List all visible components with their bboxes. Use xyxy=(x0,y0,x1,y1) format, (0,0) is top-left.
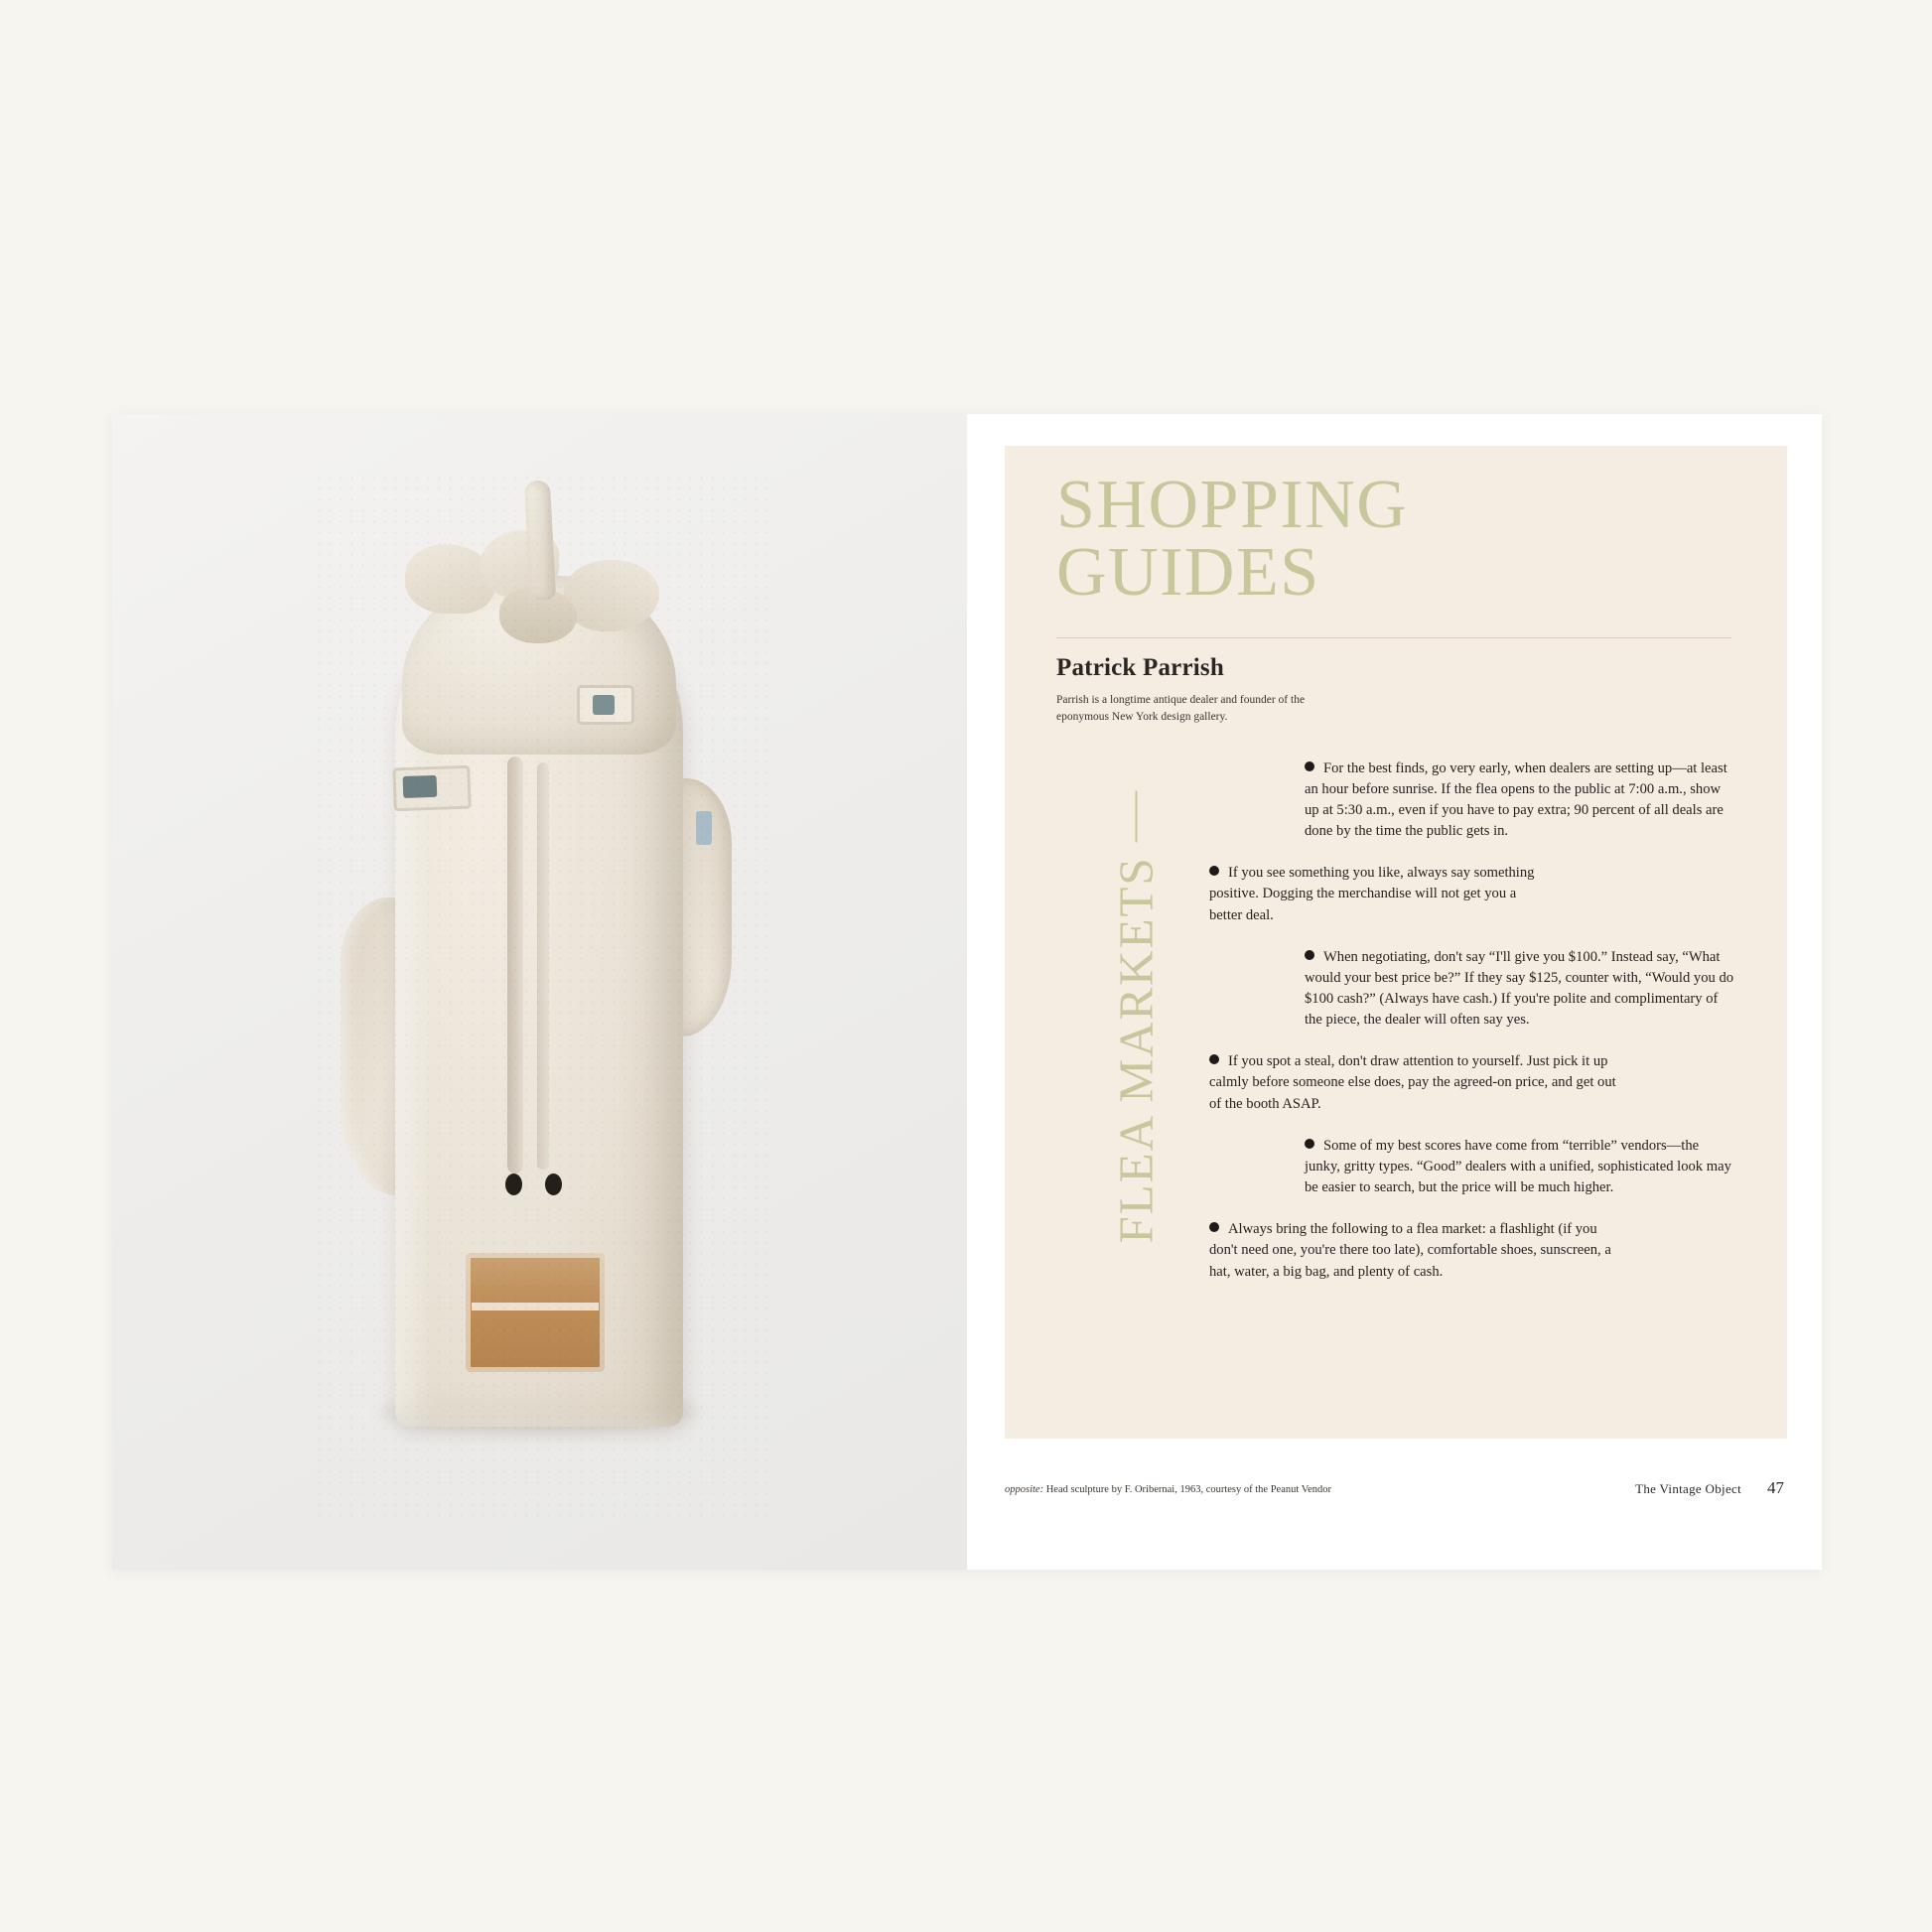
book-spread xyxy=(112,414,1822,1570)
sculpture-mouth xyxy=(466,1253,605,1372)
right-page-text xyxy=(967,414,1822,1570)
page-title-line-2: GUIDES xyxy=(1056,533,1320,611)
list-item xyxy=(1305,947,1735,1032)
bullet-icon xyxy=(1209,866,1219,876)
sculpture-nostril-right xyxy=(545,1173,562,1195)
tip-text: For the best finds, go very early, when dealers are setting up—at least an hour before sunrise. If the flea opens to the public at 7:00 a.m., show up at 5:30 a.m., even if you have to pay extra; 90 percent of all deals are done by the time the public gets in. xyxy=(1305,759,1727,840)
tips-list xyxy=(1209,744,1735,1304)
sculpture-illustration xyxy=(311,469,777,1521)
sculpture-nose-ridge-right xyxy=(537,762,549,1170)
sculpture-eye-tile-left xyxy=(392,765,471,812)
list-item xyxy=(1209,1219,1626,1282)
sculpture-horn xyxy=(524,480,556,600)
sculpture-eye-tile-right xyxy=(577,685,634,725)
sculpture-nostril-left xyxy=(505,1173,522,1195)
page-footer xyxy=(1635,1478,1784,1498)
sculpture-nose-ridge-left xyxy=(507,757,523,1173)
section-label-rule xyxy=(1135,790,1137,842)
tip-text: Some of my best scores have come from “terrible” vendors—the junky, gritty types. “Good” dealers with a unified, sophisticated look may be easier to search, but the price will be much higher. xyxy=(1305,1137,1731,1196)
content-panel xyxy=(1005,446,1787,1439)
tip-text: When negotiating, don't say “I'll give you $100.” Instead say, “What would your best price be?” If they say $125, counter with, “Would you do $100 cash?” (Always have cash.) If you're polite and complimentary of the piece, the dealer will often say yes. xyxy=(1305,948,1734,1029)
list-item xyxy=(1209,1051,1626,1114)
caption-label: opposite: xyxy=(1005,1484,1044,1495)
bullet-icon xyxy=(1305,761,1314,771)
bullet-icon xyxy=(1209,1222,1219,1232)
page-title xyxy=(1056,467,1731,611)
author-bio: Parrish is a longtime antique dealer and founder of the eponymous New York design gallery. xyxy=(1056,694,1306,723)
bullet-icon xyxy=(1209,1054,1219,1064)
tip-text: If you spot a steal, don't draw attention to yourself. Just pick it up calmly before someone else does, pay the agreed-on price, and get out of the booth ASAP. xyxy=(1209,1053,1616,1112)
page-number: 47 xyxy=(1767,1478,1784,1497)
footer-book-title: The Vintage Object xyxy=(1635,1481,1741,1496)
photo-caption xyxy=(1005,1484,1331,1495)
author-name: Patrick Parrish xyxy=(1056,654,1224,681)
left-page-photo xyxy=(112,414,967,1570)
tip-text: If you see something you like, always say something positive. Dogging the merchandise will not get you a better deal. xyxy=(1209,865,1535,923)
bullet-icon xyxy=(1305,950,1314,960)
section-label xyxy=(1108,807,1165,1244)
caption-text: Head sculpture by F. Oribernai, 1963, courtesy of the Peanut Vendor xyxy=(1043,1484,1332,1495)
title-divider xyxy=(1056,637,1731,638)
section-label-text: FLEA MARKETS xyxy=(1108,856,1164,1244)
bullet-icon xyxy=(1305,1139,1314,1149)
list-item xyxy=(1209,863,1547,925)
list-item xyxy=(1305,759,1735,843)
tip-text: Always bring the following to a flea market: a flashlight (if you don't need one, you're there too late), comfortable shoes, sunscreen, a hat, water, a big bag, and plenty of cash. xyxy=(1209,1221,1611,1280)
page-title-line-1: SHOPPING xyxy=(1056,467,1409,543)
list-item xyxy=(1305,1136,1735,1198)
sculpture-blue-chip xyxy=(696,811,712,845)
